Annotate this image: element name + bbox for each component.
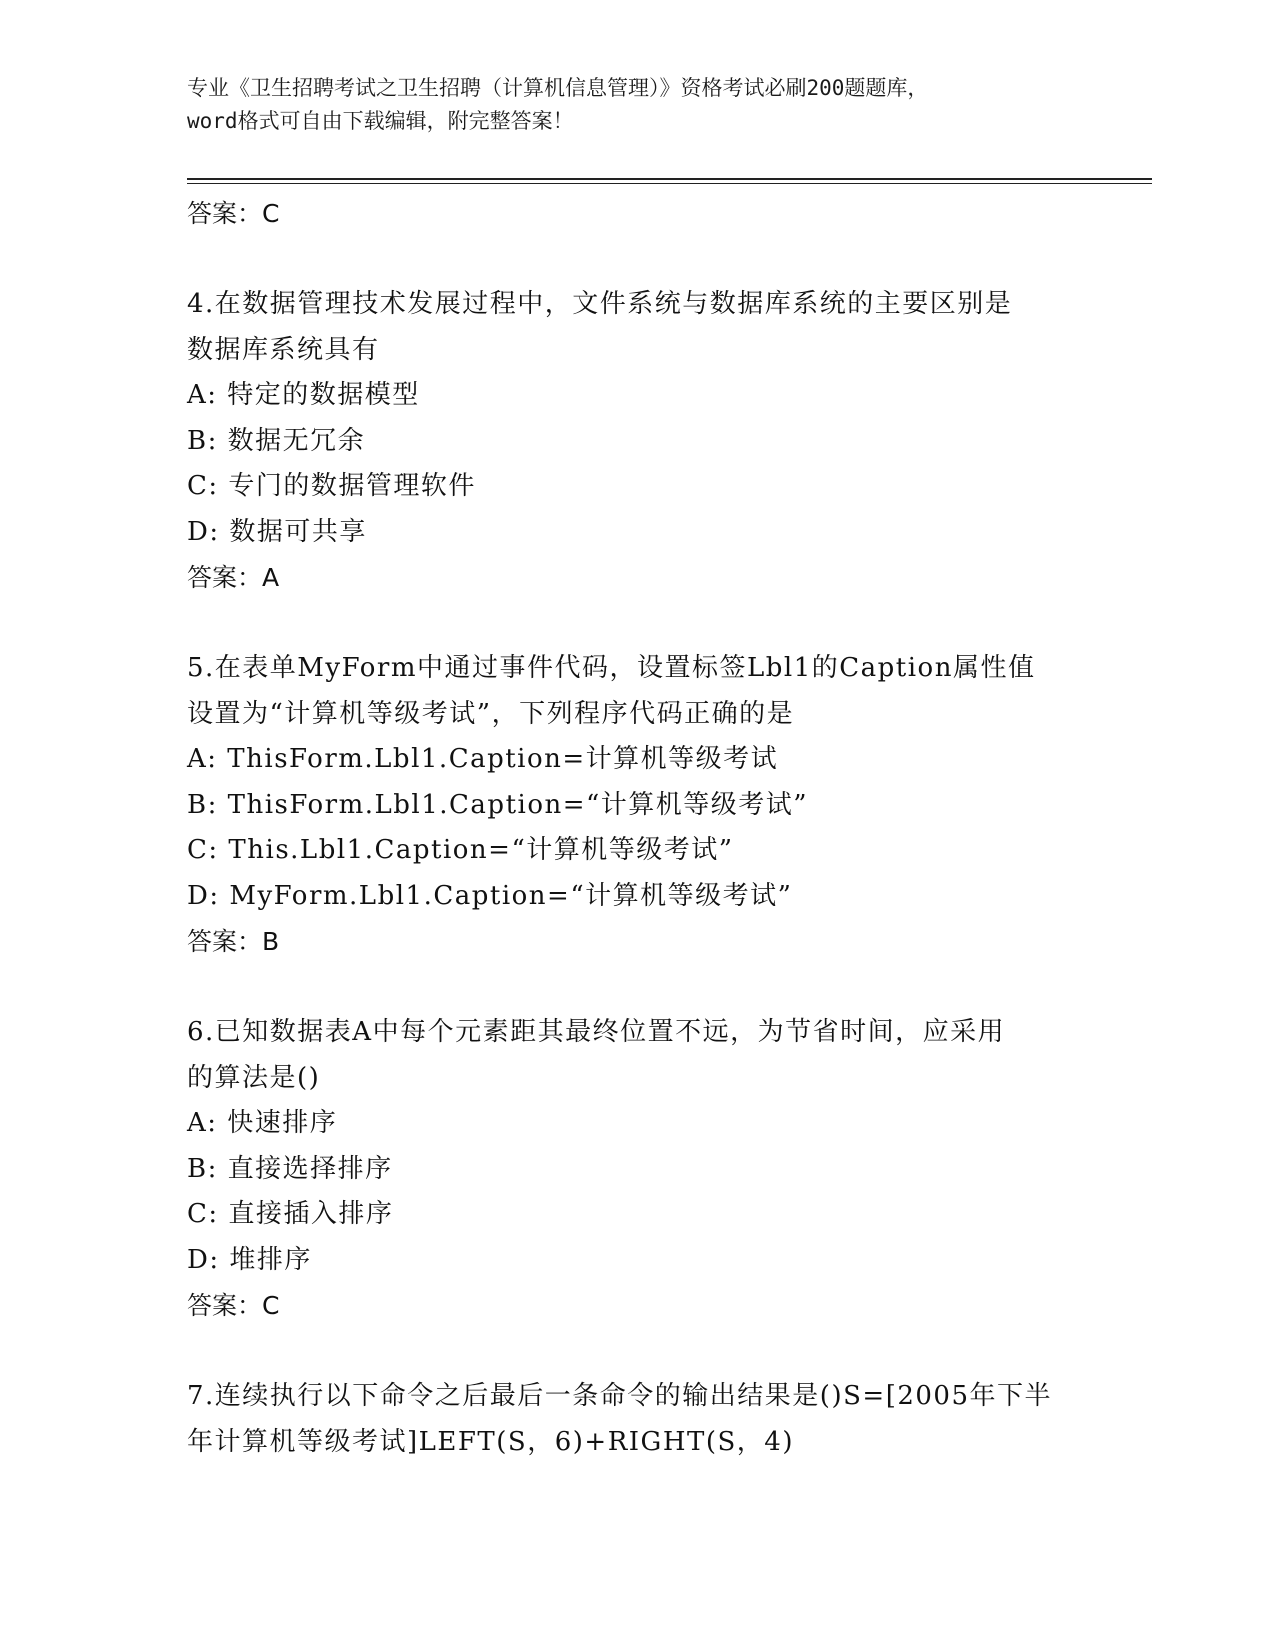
option-c: C: 专门的数据管理软件 [187, 471, 476, 501]
page-header [187, 72, 1067, 138]
answer-line: 答案：C [187, 1291, 280, 1320]
question-stem: 6.已知数据表A中每个元素距其最终位置不远，为节省时间，应采用 的算法是() [187, 1017, 1006, 1093]
question-stem: 5.在表单MyForm中通过事件代码，设置标签Lbl1的Caption属性值 设置为“计算机等级考试”，下列程序代码正确的是 [187, 653, 1036, 729]
question-6 [187, 1010, 1087, 1329]
question-7 [187, 1374, 1087, 1465]
answer-line: 答案：C [187, 199, 280, 228]
option-d: D: MyForm.Lbl1.Caption=“计算机等级考试” [187, 880, 793, 911]
answer-line: 答案：B [187, 927, 280, 956]
question-4 [187, 282, 1087, 601]
option-b: B: 直接选择排序 [187, 1153, 393, 1184]
question-stem: 7.连续执行以下命令之后最后一条命令的输出结果是()S=[2005年下半 年计算机等级考试]LEFT(S，6)+RIGHT(S，4) [187, 1381, 1053, 1457]
question-list [187, 191, 1087, 1465]
option-a: A: 特定的数据模型 [187, 380, 420, 410]
header-line-2: word格式可自由下载编辑，附完整答案！ [187, 109, 574, 133]
option-b: B: ThisForm.Lbl1.Caption=“计算机等级考试” [187, 789, 809, 820]
header-line-1: 专业《卫生招聘考试之卫生招聘（计算机信息管理）》资格考试必刷200题题库， [187, 76, 929, 100]
option-a: A: 快速排序 [187, 1108, 338, 1138]
option-a: A: ThisForm.Lbl1.Caption=计算机等级考试 [187, 744, 779, 774]
question-5 [187, 646, 1087, 965]
option-d: D: 数据可共享 [187, 516, 367, 547]
option-b: B: 数据无冗余 [187, 425, 366, 456]
question-stem: 4.在数据管理技术发展过程中，文件系统与数据库系统的主要区别是 数据库系统具有 [187, 289, 1013, 365]
header-rule-thin [187, 183, 1152, 184]
option-c: C: This.Lbl1.Caption=“计算机等级考试” [187, 835, 734, 865]
answer-line: 答案：A [187, 563, 280, 592]
header-rule-thick [187, 178, 1152, 180]
option-c: C: 直接插入排序 [187, 1199, 394, 1229]
option-d: D: 堆排序 [187, 1244, 312, 1275]
